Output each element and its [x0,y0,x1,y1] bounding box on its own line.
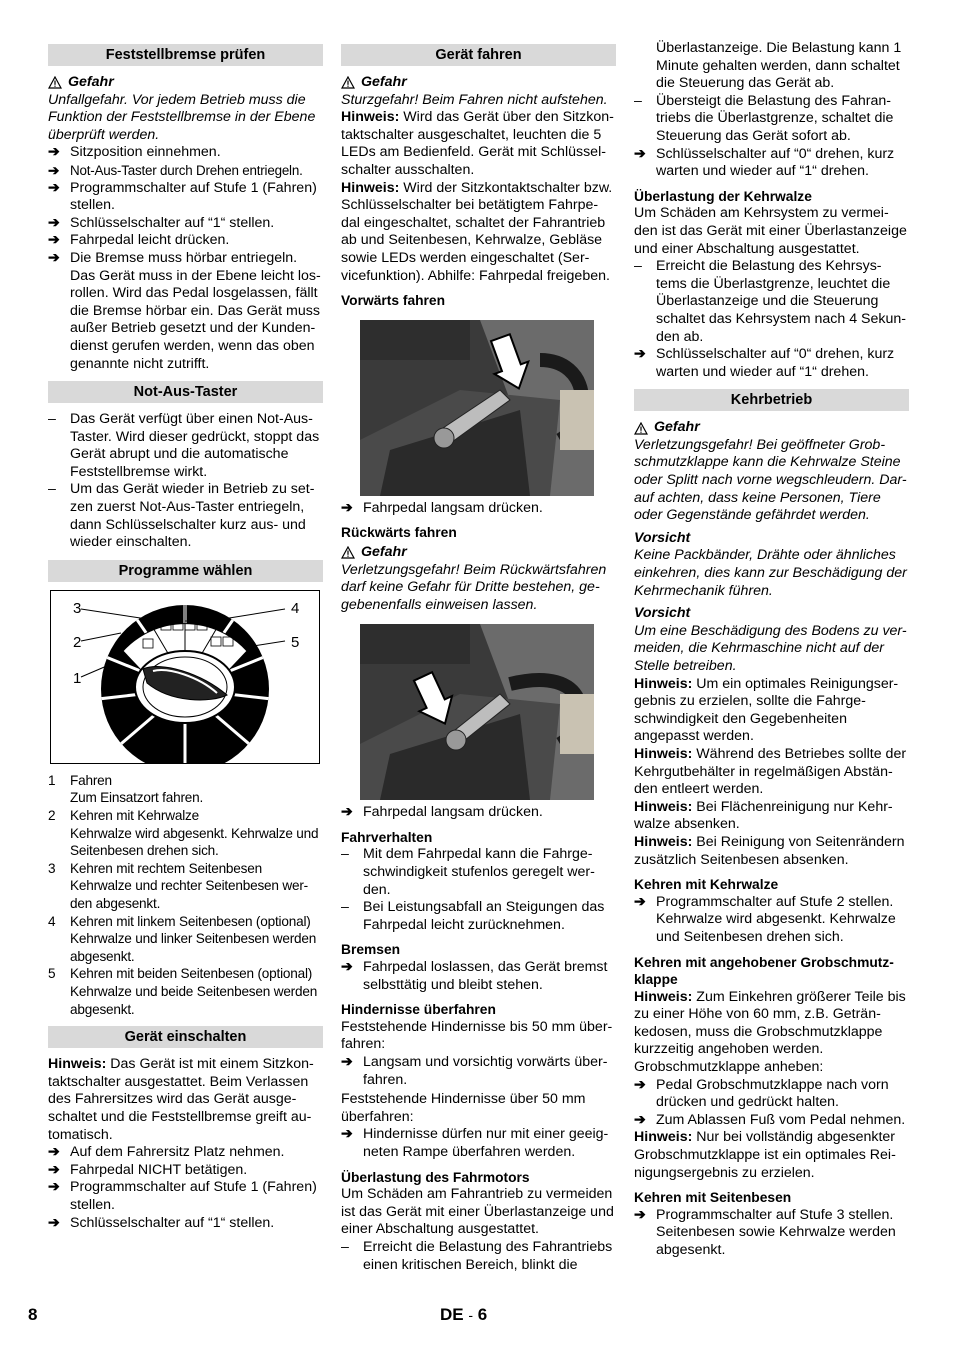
dash-item [341,899,616,934]
dash-item: – Übersteigt die Belastung des Fahran-triebs die Überlastgrenze, schaltet die Steuerung das Gerät sofort ab. [634,92,894,144]
hint-label: Hinweis: [634,833,693,850]
legend-description [48,825,323,860]
legend-description [48,877,323,912]
arrow-right-icon: ➔ [48,144,60,161]
hint-text: Während des Betriebes sollte der Kehrgutbehälter in regelmäßigen Abstän-den entleert werden. [634,745,907,798]
warning-icon [341,76,355,89]
dash-bullet: – [341,846,349,863]
step-text: Pedal Grobschmutzklappe nach vorn drücken und gedrückt halten. [656,1076,889,1111]
legend-item [48,807,323,825]
arrow-right-icon: ➔ [341,1126,353,1143]
danger-label: Gefahr [634,419,909,437]
step-item: ➔ Programmschalter auf Stufe 3 stellen. Seitenbesen sowie Kehrwalze werden abgesenkt. [634,1206,896,1258]
paragraph: Um Schäden am Fahrantrieb zu vermeiden ist das Gerät mit einer Überlastanzeige und einer Abschaltung ausgestattet. [341,1186,614,1238]
figure-label: 3 [73,599,82,617]
hint-paragraph: Hinweis: Wird das Gerät über den Sitzkon-taktschalter ausgeschaltet, leuchten die 5 LEDs am Bedienfeld. Gerät mit Schlüssel-schalter ausschalten. [341,109,614,178]
arrow-right-icon: ➔ [48,179,60,196]
figure-label: 4 [291,599,300,617]
danger-text: Sturzgefahr! Beim Fahren nicht aufstehen. [341,91,608,108]
step-item: ➔ Fahrpedal loslassen, das Gerät bremst selbsttätig und bleibt stehen. [341,959,608,993]
paragraph: Feststehende Hindernisse über 50 mm überfahren: [341,1091,586,1125]
pedal-forward-photo [360,320,594,496]
step-list [48,144,323,373]
step-item [48,215,323,233]
legend-indent [48,877,70,912]
dash-item [48,481,323,551]
danger-text: Verletzungsgefahr! Beim Rückwärtsfahren darf keine Gefahr für Dritte bestehen, ge-gebenenfalls einweisen lassen. [341,561,607,613]
subheading: Fahrverhalten [341,829,433,845]
hint-label: Hinweis: [634,745,693,762]
dash-item: Überlastanzeige. Die Belastung kann 1 Minute gehalten werden, dann schaltet die Steuerung das Gerät ab. [656,40,902,92]
subheading: Kehren mit angehobener Grobschmutz-klappe [634,954,894,988]
dash-text: Mit dem Fahrpedal kann die Fahrge-schwindigkeit stufenlos geregelt wer-den. [363,846,595,898]
legend-description [48,789,323,807]
step-item [48,1144,323,1162]
arrow-right-icon: ➔ [634,1111,646,1128]
warning-icon [634,422,648,435]
dash-bullet: – [48,481,56,498]
arrow-right-icon: ➔ [634,346,646,363]
legend-title: Kehren mit beiden Seitenbesen (optional) [70,966,313,982]
paragraph: Um Schäden am Kehrsystem zu vermei-den ist das Gerät mit einer Überlastanzeige und einer Abschaltung ausgestattet. [634,205,907,257]
figure-legend [48,772,323,1018]
step-list [48,1144,323,1232]
step-item [48,232,323,250]
legend-item [48,860,323,878]
caution-text: Um eine Beschädigung des Bodens zu ver-meiden, die Kehrmaschine nicht auf der Stelle betreiben. [634,622,907,674]
danger-label [48,74,323,92]
step-text: Zum Ablassen Fuß vom Pedal nehmen. [656,1111,906,1128]
subheading: Kehren mit Seitenbesen [634,1190,792,1206]
hint-paragraph: Hinweis: Das Gerät ist mit einem Sitzkon-taktschalter ausgestattet. Beim Verlassen des Fahrersitzes wird das Gerät ausge-schaltet und die Feststellbremse greift au-tomatisch. [48,1056,314,1143]
dash-item: – Erreicht die Belastung des Kehrsys-tems die Überlastgrenze, leuchtet die Überlastanzeige und die Steuerung schaltet das Kehrsystem nach 4 Sekun-den ab. [634,258,906,345]
legend-title: Kehren mit linkem Seitenbesen (optional) [70,913,311,929]
legend-number: 2 [48,808,56,824]
section-header: Feststellbremse prüfen [48,44,323,66]
dash-text: Bei Leistungsabfall an Steigungen das Fahrpedal leicht zurücknehmen. [363,899,605,933]
paragraph: Feststehende Hindernisse bis 50 mm über-fahren: [341,1018,613,1053]
arrow-right-icon: ➔ [341,499,353,516]
section-header: Gerät fahren [341,44,616,66]
subheading: Bremsen [341,942,401,958]
section-header: Kehrbetrieb [634,389,909,411]
hint-paragraph [634,799,909,834]
arrow-right-icon: ➔ [48,249,60,266]
arrow-right-icon: ➔ [341,959,353,976]
dash-list [341,846,616,934]
caution-label: Vorsicht [634,605,691,622]
legend-item [48,772,323,790]
step-text: Auf dem Fahrersitz Platz nehmen. [70,1144,285,1161]
dash-item [341,846,616,899]
legend-title: Kehren mit rechtem Seitenbesen [70,860,262,876]
legend-text: Kehrwalze und linker Seitenbesen werden abgesenkt. [70,931,317,964]
legend-number: 5 [48,966,56,982]
step-item [634,1077,909,1112]
pedal-backward-photo [360,624,594,800]
step-item: ➔ Hindernisse dürfen nur mit einer geeig-neten Rampe überfahren werden. [341,1126,609,1160]
arrow-right-icon: ➔ [48,1214,60,1231]
figure-label: 5 [291,633,300,651]
step-item: ➔ Langsam und vorsichtig vorwärts über-fahren. [341,1054,608,1088]
arrow-right-icon: ➔ [48,1179,60,1196]
legend-indent [48,825,70,860]
step-item: ➔ Programmschalter auf Stufe 2 stellen. Kehrwalze wird abgesenkt. Kehrwalze und Seitenbesen drehen sich. [634,893,896,945]
figure-label: 2 [73,633,82,651]
danger-label: Gefahr [341,544,616,562]
arrow-right-icon: ➔ [48,1161,60,1178]
dash-text: Das Gerät verfügt über einen Not-Aus-Taster. Wird dieser gedrückt, stoppt das Gerät abrupt und die automatische Feststellbremse wirkt. [70,411,320,480]
arrow-right-icon: ➔ [634,893,646,910]
step-item: ➔ Fahrpedal langsam drücken. [341,804,543,821]
legend-text: Kehrwalze und beide Seitenbesen werden abgesenkt. [70,983,318,1017]
arrow-right-icon: ➔ [634,1076,646,1093]
legend-number: 4 [48,913,56,929]
dash-text: Um das Gerät wieder in Betrieb zu set-zen zuerst Not-Aus-Taster entriegeln, dann Schlüsselschalter kurz aus- und wieder einschalten. [70,481,315,551]
arrow-right-icon: ➔ [634,1206,646,1223]
caution-text: Keine Packbänder, Drähte oder ähnliches einkehren, dies kann zur Beschädigung der Kehrmechanik führen. [634,547,907,599]
legend-description [48,983,323,1018]
step-text: Not-Aus-Taster durch Drehen entriegeln. [70,162,303,178]
warning-icon [341,546,355,559]
hint-paragraph: Hinweis: Wird der Sitzkontaktschalter bzw. Schlüsselschalter bei betätigtem Fahrpe-dal eingeschaltet, schaltet der Fahrantrieb ab und Seitenbesen, Kehrwalze, Gebläse sowie LEDs werden eingeschaltet (Ser-vicefunktion). Abhilfe: Fahrpedal freigeben. [341,179,613,284]
arrow-right-icon: ➔ [634,145,646,162]
step-item [48,1179,323,1214]
subheading: Kehren mit Kehrwalze [634,877,779,893]
column-3 [634,40,909,1260]
warning-icon [48,76,62,89]
dash-list [48,411,323,552]
section-header: Not-Aus-Taster [48,381,323,403]
hint-list [634,676,909,870]
legend-number: 1 [48,772,56,788]
subheading: Überlastung des Fahrmotors [341,1169,530,1185]
legend-text: Zum Einsatzort fahren. [70,790,204,806]
step-item [48,1215,323,1233]
arrow-right-icon: ➔ [341,1054,353,1070]
step-item [634,1112,909,1130]
step-item: ➔ Schlüsselschalter auf “0“ drehen, kurz warten und wieder auf “1“ drehen. [634,145,895,180]
step-text: Programmschalter auf Stufe 1 (Fahren) stellen. [70,1179,317,1213]
section-header: Gerät einschalten [48,1026,323,1048]
arrow-right-icon: ➔ [341,804,353,821]
column-2 [341,44,616,1274]
subheading: Hindernisse überfahren [341,1002,496,1018]
legend-indent [48,983,70,1018]
step-text: Sitzposition einnehmen. [70,144,221,161]
step-item [48,162,323,180]
arrow-right-icon: ➔ [48,162,60,178]
hint-label: Hinweis: [634,675,693,692]
danger-label: Gefahr [341,74,616,92]
legend-item [48,913,323,931]
step-text: Die Bremse muss hörbar entriegeln. Das Gerät muss in der Ebene leicht los-rollen. Wird das Pedal losgelassen, fällt die Bremse hörbar ein. Das Gerät muss außer Betrieb gesetzt und der Kunden-dienst gerufen werden, wenn das oben genannte nicht zutrifft. [70,249,321,372]
hint-text: Bei Flächenreinigung nur Kehr-walze absenken. [634,798,893,833]
legend-indent [48,930,70,965]
hint-text: Um ein optimales Reinigungser-gebnis zu erzielen, sollte die Fahrge-schwindigkeit den Gegebenheiten angepasst werden. [634,675,899,745]
step-item [48,144,323,162]
page-footer-ref: DE - 6 [440,1305,488,1324]
subheading: Überlastung der Kehrwalze [634,188,812,204]
dash-item [48,411,323,481]
step-text: Schlüsselschalter auf “1“ stellen. [70,1214,275,1231]
program-switch-figure [50,590,320,764]
legend-title: Fahren [70,772,112,788]
hint-text: Bei Reinigung von Seitenrändern zusätzlich Seitenbesen absenken. [634,833,905,868]
step-item: ➔ Fahrpedal langsam drücken. [341,499,543,516]
hint-paragraph [634,676,909,746]
paragraph: Grobschmutzklappe anheben: [634,1059,824,1076]
legend-title: Kehren mit Kehrwalze [70,808,199,824]
legend-item [48,965,323,983]
legend-number: 3 [48,860,56,876]
danger-title: Gefahr [68,74,114,90]
legend-text: Kehrwalze und rechter Seitenbesen wer-den abgesenkt. [70,878,308,911]
step-text: Schlüsselschalter auf “1“ stellen. [70,214,275,231]
dash-bullet: – [341,899,349,916]
danger-text: Verletzungsgefahr! Bei geöffneter Grob-schmutzklappe kann die Kehrwalze Steine oder Splitt nach vorne wegschleudern. Dar-auf achten, dass keine Personen, Tiere oder Gegenstände gefährdet werden. [634,436,907,524]
hint-paragraph [634,746,909,799]
hint-paragraph: Hinweis: Nur bei vollständig abgesenkter Grobschmutzklappe ist ein optimales Rei-nigungsergebnis zu erzielen. [634,1129,896,1181]
arrow-right-icon: ➔ [48,214,60,231]
hint-paragraph [634,834,909,869]
legend-text: Kehrwalze wird abgesenkt. Kehrwalze und Seitenbesen drehen sich. [70,825,319,859]
step-item [48,1162,323,1180]
hint-label: Hinweis: [634,798,693,815]
subheading: Vorwärts fahren [341,293,446,309]
step-text: Fahrpedal NICHT betätigen. [70,1161,248,1178]
figure-label: 1 [73,669,82,687]
step-list [634,1077,909,1130]
column-1 [48,44,323,1232]
step-item: ➔ Schlüsselschalter auf “0“ drehen, kurz warten und wieder auf “1“ drehen. [634,346,895,380]
subheading: Rückwärts fahren [341,525,457,541]
dash-bullet: – [48,411,56,428]
hint-paragraph: Hinweis: Zum Einkehren größerer Teile bis zu einer Höhe von 60 mm, z.B. Geträn-kedosen, muss die Grobschmutzklappe kurzzeitig angehoben werden. [634,988,906,1058]
dash-item: – Erreicht die Belastung des Fahrantriebs einen kritischen Bereich, blinkt die [341,1238,613,1273]
step-item [48,250,323,373]
legend-description [48,930,323,965]
step-text: Programmschalter auf Stufe 1 (Fahren) stellen. [70,179,317,214]
section-header: Programme wählen [48,560,323,582]
arrow-right-icon: ➔ [48,1144,60,1161]
danger-text: Unfallgefahr. Vor jedem Betrieb muss die Funktion der Feststellbremse in der Ebene überprüft werden. [48,91,316,143]
step-item [48,180,323,215]
program-dial-diagram [51,591,319,763]
step-text: Fahrpedal leicht drücken. [70,232,230,249]
arrow-right-icon: ➔ [48,232,60,249]
caution-label: Vorsicht [634,529,691,546]
page-number: 8 [28,1305,38,1324]
legend-indent [48,789,70,807]
